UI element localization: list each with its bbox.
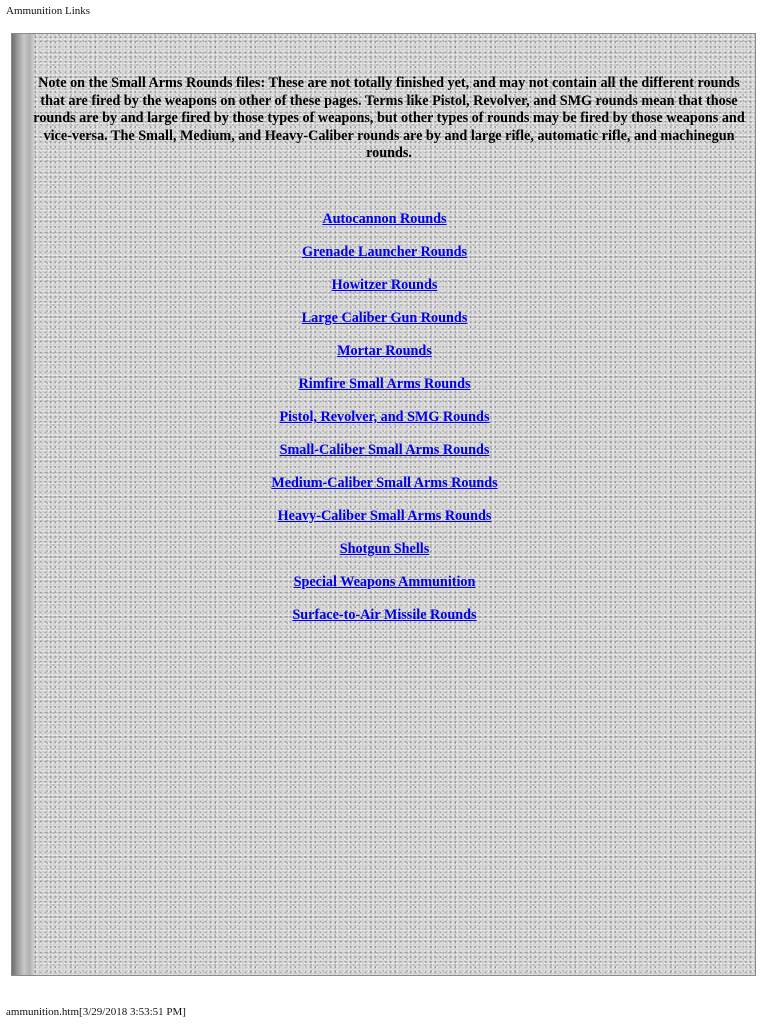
ammunition-links-list <box>12 209 756 638</box>
link-heavy-caliber-small-arms-rounds[interactable]: Heavy-Caliber Small Arms Rounds <box>277 508 492 524</box>
list-item <box>12 374 756 407</box>
link-howitzer-rounds[interactable]: Howitzer Rounds <box>331 277 438 293</box>
print-header-title: Ammunition Links <box>6 5 91 17</box>
link-pistol-revolver-smg-rounds[interactable]: Pistol, Revolver, and SMG Rounds <box>279 409 490 425</box>
list-item <box>12 440 756 473</box>
link-medium-caliber-small-arms-rounds[interactable]: Medium-Caliber Small Arms Rounds <box>271 475 498 491</box>
list-item <box>12 605 756 638</box>
list-item <box>12 539 756 572</box>
link-small-caliber-small-arms-rounds[interactable]: Small-Caliber Small Arms Rounds <box>279 442 490 458</box>
link-mortar-rounds[interactable]: Mortar Rounds <box>337 343 432 359</box>
list-item <box>12 275 756 308</box>
list-item <box>12 407 756 440</box>
link-rimfire-small-arms-rounds[interactable]: Rimfire Small Arms Rounds <box>298 376 471 392</box>
print-footer-url: ammunition.htm[3/29/2018 3:53:51 PM] <box>6 1006 186 1018</box>
list-item <box>12 572 756 605</box>
small-arms-note: Note on the Small Arms Rounds files: These are not totally finished yet, and may not contain all the different rounds that are fired by the weapons on other of these pages. Terms like Pistol, Revolver, and SMG rounds mean that those rounds are by and large fired by those types of weapons, but other types of rounds may be fired by those weapons and vice-versa. The Small, Medium, and Heavy-Caliber rounds are by and large rifle, automatic rifle, and machinegun rounds. <box>33 75 745 161</box>
link-autocannon-rounds[interactable]: Autocannon Rounds <box>322 211 447 227</box>
list-item <box>12 473 756 506</box>
link-large-caliber-gun-rounds[interactable]: Large Caliber Gun Rounds <box>301 310 468 326</box>
link-surface-to-air-missile-rounds[interactable]: Surface-to-Air Missile Rounds <box>292 607 477 623</box>
link-shotgun-shells[interactable]: Shotgun Shells <box>339 541 430 557</box>
list-item <box>12 506 756 539</box>
list-item <box>12 341 756 374</box>
list-item <box>12 308 756 341</box>
link-special-weapons-ammunition[interactable]: Special Weapons Ammunition <box>293 574 476 590</box>
link-grenade-launcher-rounds[interactable]: Grenade Launcher Rounds <box>301 244 468 260</box>
page-content-frame <box>11 33 756 976</box>
list-item <box>12 209 756 242</box>
list-item <box>12 242 756 275</box>
